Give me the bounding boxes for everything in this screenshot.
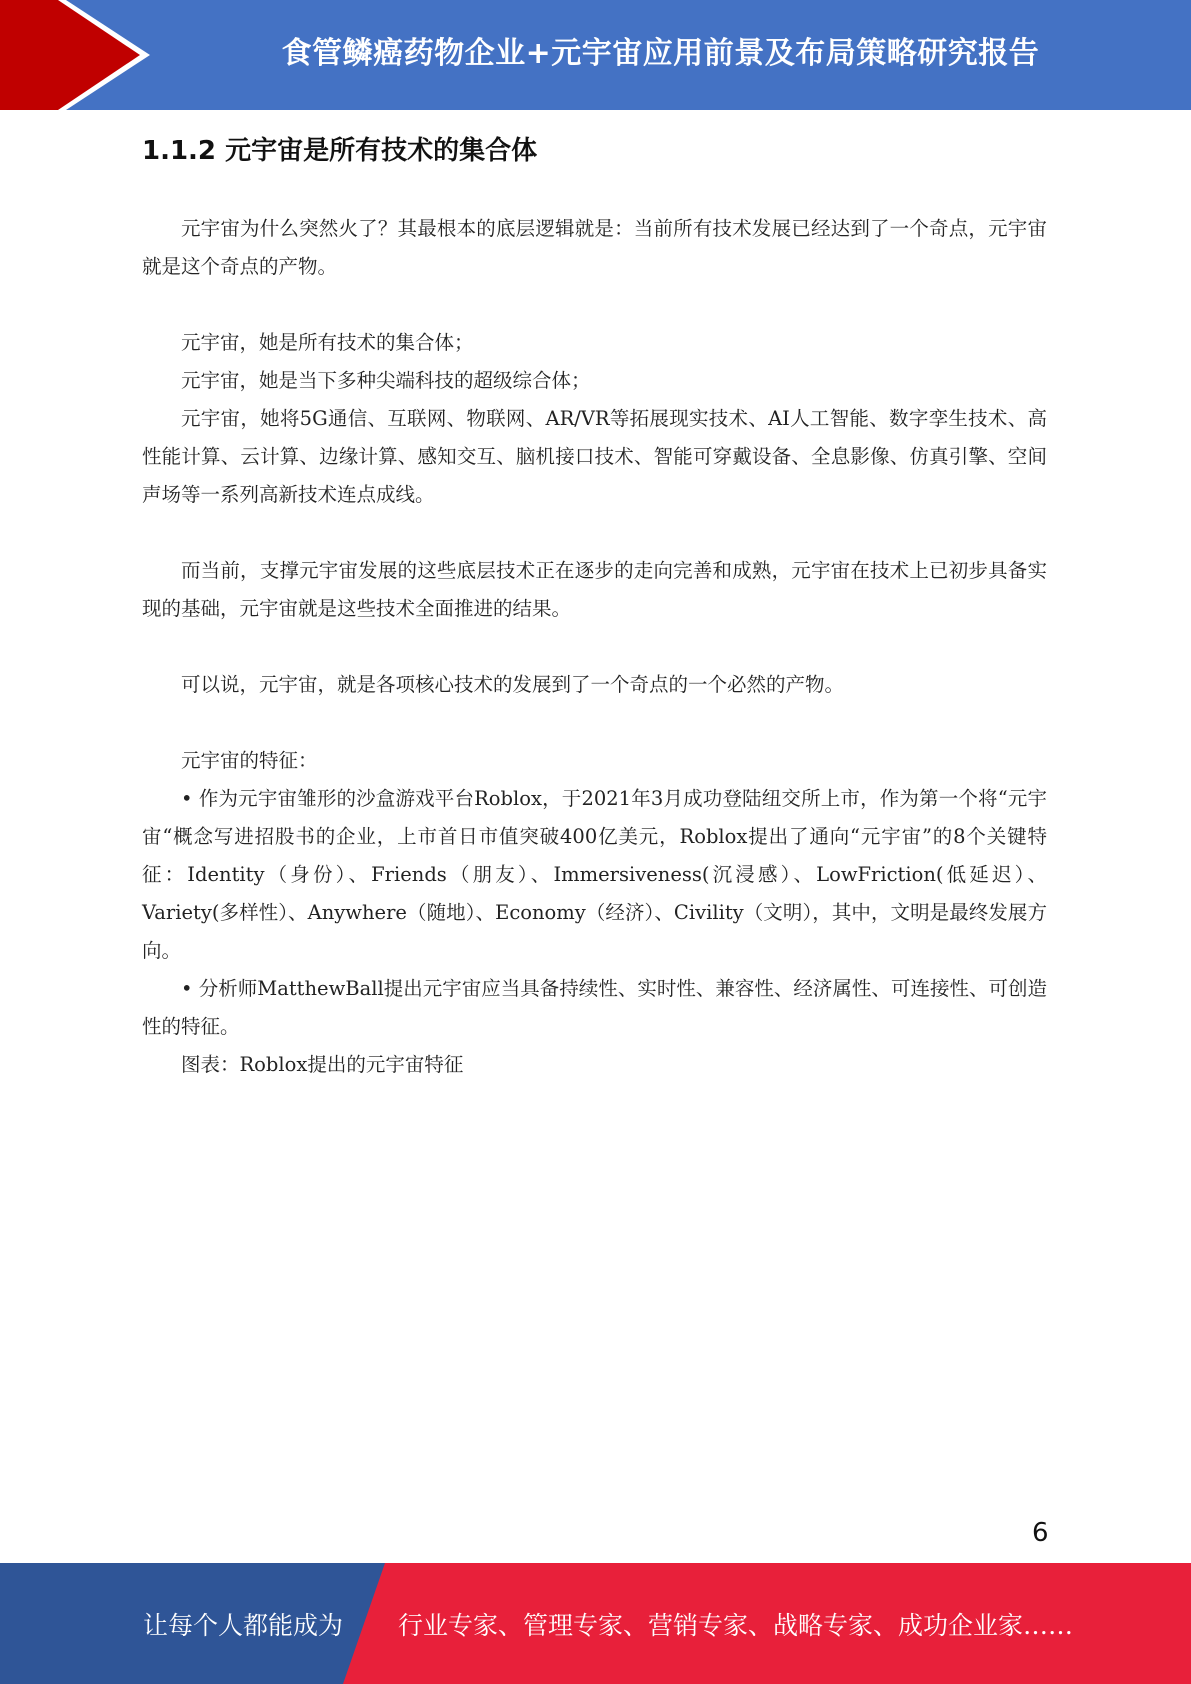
figure-caption: 图表：Roblox提出的元宇宙特征 <box>181 1053 464 1076</box>
paragraph: 而当前，支撑元宇宙发展的这些底层技术正在逐步的走向完善和成熟，元宇宙在技术上已初步具备实现的基础，元宇宙就是这些技术全面推进的结果。 <box>142 559 1047 620</box>
paragraph: 元宇宙，她是所有技术的集合体； <box>181 331 474 354</box>
footer-slogan-right: 行业专家、管理专家、营销专家、战略专家、成功企业家…… <box>398 1610 1074 1640</box>
footer-slogan-left: 让每个人都能成为 <box>143 1610 344 1640</box>
paragraph: 元宇宙，她是当下多种尖端科技的超级综合体； <box>181 369 591 392</box>
paragraph: 元宇宙，她将5G通信、互联网、物联网、AR/VR等拓展现实技术、AI人工智能、数字孪生技术、高性能计算、云计算、边缘计算、感知交互、脑机接口技术、智能可穿戴设备、全息影像、仿真引擎、空间声场等一系列高新技术连点成线。 <box>142 407 1047 506</box>
report-title: 食管鳞癌药物企业+元宇宙应用前景及布局策略研究报告 <box>281 36 1040 71</box>
bullet-paragraph: • 分析师MatthewBall提出元宇宙应当具备持续性、实时性、兼容性、经济属性、可连接性、可创造性的特征。 <box>142 977 1047 1038</box>
page-number: 6 <box>1032 1518 1049 1548</box>
paragraph: 可以说，元宇宙，就是各项核心技术的发展到了一个奇点的一个必然的产物。 <box>181 673 845 696</box>
section-heading: 1.1.2 元宇宙是所有技术的集合体 <box>142 136 538 166</box>
body-text <box>142 210 1047 1084</box>
bullet-paragraph: • 作为元宇宙雏形的沙盒游戏平台Roblox，于2021年3月成功登陆纽交所上市，作为第一个将“元宇宙“概念写进招股书的企业，上市首日市值突破400亿美元，Roblox提出了通向“元宇宙”的8个关键特征：Identity（身份）、Friends（朋友）、Immersiveness(沉浸感）、LowFriction(低延迟）、Variety(多样性）、Anywhere（随地）、Economy（经济）、Civility（文明），其中，文明是最终发展方向。 <box>142 787 1047 962</box>
page-header <box>0 0 1191 110</box>
paragraph: 元宇宙的特征： <box>181 749 318 772</box>
page-footer <box>0 1563 1191 1684</box>
paragraph: 元宇宙为什么突然火了？其最根本的底层逻辑就是：当前所有技术发展已经达到了一个奇点，元宇宙就是这个奇点的产物。 <box>142 217 1047 278</box>
